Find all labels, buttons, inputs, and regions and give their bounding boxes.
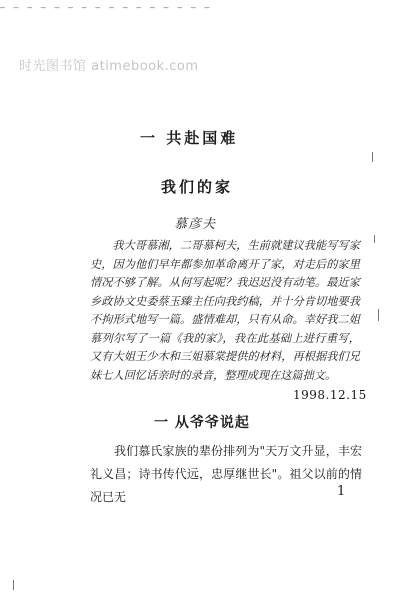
preface-paragraph: 我大哥慕湘，二哥慕柯夫，生前就建议我能写写家史，因为他们早年都参加革命离开了家，对走后的家里情况不够了解。从何写起呢？我迟迟没有动笔。最近家乡政协文史委蔡玉臻主任向我约稿，并十分肯切地要我不拘形式地写一篇。盛情难却，只有从命。幸好我二姐慕列尔写了一篇《我的家》，我在此基础上进行重写，又有大姐王少木和三姐慕棠提供的材料，再根据我们兄妹七人回忆话亲时的录音，整理成现在这篇拙文。 bbox=[90, 239, 360, 382]
section-heading: 一 从爷爷说起 bbox=[154, 415, 250, 431]
part-title: 一 共赴国难 bbox=[140, 129, 239, 147]
scan-mark bbox=[13, 580, 14, 590]
watermark: 时光图书馆 atimebook.com bbox=[19, 59, 199, 74]
page-number: 1 bbox=[337, 484, 346, 499]
top-dashed-rule: — — — — — — — — — — — — — — — — bbox=[0, 3, 212, 11]
body-paragraph: 我们慕氏家族的辈份排列为"天万文升显，丰宏礼义昌；诗书传代远，忠厚继世长"。祖父以前的情况已无 bbox=[90, 444, 362, 504]
scan-mark bbox=[374, 235, 375, 243]
author-name: 慕彦夫 bbox=[174, 217, 217, 232]
scan-mark bbox=[372, 152, 373, 162]
preface-date: 1998.12.15 bbox=[293, 388, 367, 402]
scan-mark bbox=[378, 309, 379, 321]
article-title: 我们的家 bbox=[161, 178, 234, 196]
